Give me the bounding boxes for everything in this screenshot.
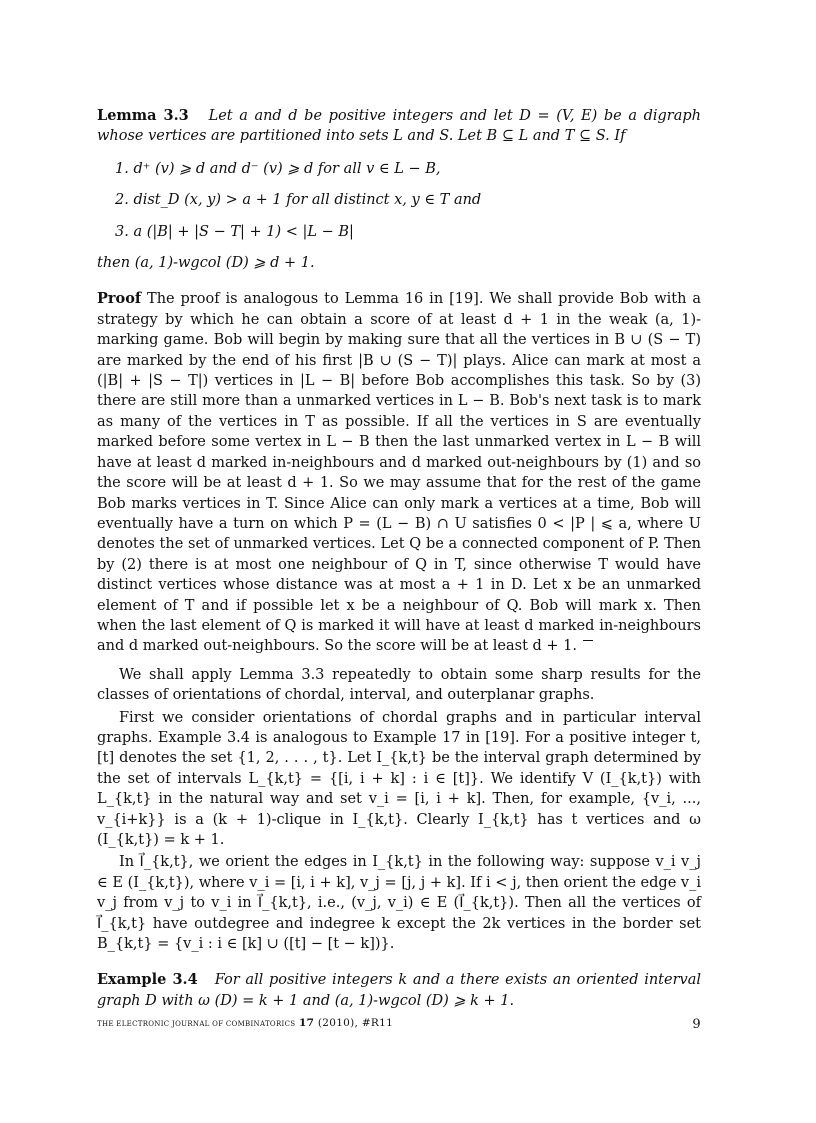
proof-paragraph: [97, 289, 701, 656]
proof-heading: Proof: [97, 290, 142, 308]
footer-volume: 17: [298, 1017, 315, 1029]
footer-journal: the electronic journal of combinatorics: [97, 1017, 296, 1029]
example-paragraph: [97, 970, 701, 1011]
lemma-condition-2: 2. dist_D (x, y) > a + 1 for all distinct x, y ∈ T and: [115, 192, 482, 209]
lemma-statement: Let a and d be positive integers and let D = (V, E) be a digraph whose vertices are partitioned into sets L and S. Let B ⊆ L and T ⊆ S. If: [97, 108, 701, 145]
proof-text: The proof is analogous to Lemma 16 in [19]. We shall provide Bob with a strategy by which he can obtain a score of at least d + 1 in the weak (a, 1)-marking game. Bob will begin by making sure that all the vertices in B ∪ (S − T) are marked by the end of his first |B ∪ (S − T)| plays. Alice can mark at most a (|B| + |S − T|) vertices in |L − B| before Bob accomplishes this task. So by (3) there are still more than a unmarked vertices in L − B. Bob's next task is to mark as many of the vertices in T as possible. If all the vertices in S are eventually marked before some vertex in L − B then the last unmarked vertex in L − B will have at least d marked in-neighbours and d marked out-neighbours by (1) and so the score will be at least d + 1. So we may assume that for the rest of the game Bob marks vertices in T. Since Alice can only mark a vertices at a time, Bob will eventually have a turn on which P = (L − B) ∩ U satisfies 0 < |P | ⩽ a, where U denotes the set of unmarked vertices. Let Q be a connected component of P. Then by (2) there is at most one neighbour of Q in T, since otherwise T would have distinct vertices whose distance was at most a + 1 in D. Let x be an unmarked element of T and if possible let x be a neighbour of Q. Bob will mark x. Then when the last element of Q is marked it will have at least d marked in-neighbours and d marked out-neighbours. So the score will be at least d + 1.: [97, 291, 701, 655]
lemma-heading: Lemma 3.3: [97, 107, 189, 124]
lemma-conclusion: then (a, 1)-wgcol (D) ⩾ d + 1.: [97, 255, 315, 272]
example-statement: For all positive integers k and a there exists an oriented interval graph D with ω (D) = k + 1 and (a, 1)-wgcol (D) ⩾ k + 1.: [97, 972, 701, 1009]
qed-symbol: [583, 640, 593, 641]
page-content: [97, 100, 701, 1011]
page-number: 9: [692, 1017, 701, 1032]
proof-block: [97, 289, 701, 656]
example-heading: Example 3.4: [97, 971, 198, 989]
page-footer: [97, 1017, 701, 1032]
footer-year-issue: (2010), #R11: [317, 1017, 394, 1029]
lemma-statement-paragraph: [97, 106, 701, 147]
footer-citation: [97, 1017, 393, 1032]
lemma-condition-3: 3. a (|B| + |S − T| + 1) < |L − B|: [115, 223, 354, 240]
lemma-condition-1: 1. d⁺ (v) ⩾ d and d⁻ (v) ⩾ d for all v ∈ L − B,: [115, 160, 441, 177]
example-block: [97, 970, 701, 1011]
lemma-block: [97, 106, 701, 273]
body-paragraph-3: In I⃗_{k,t}, we orient the edges in I_{k,t} in the following way: suppose v_i v_j ∈ E (I_{k,t}), where v_i = [i, i + k], v_j = [j, j + k]. If i < j, then orient the edge v_i v_j from v_j to v_i in I⃗_{k,t}, i.e., (v_j, v_i) ∈ E (I⃗_{k,t}). Then all the vertices of I⃗_{k,t} have outdegree and indegree k except the 2k vertices in the border set B_{k,t} = {v_i : i ∈ [k] ∪ ([t] − [t − k])}.: [97, 854, 701, 953]
lemma-conditions: [115, 159, 701, 242]
body-paragraph-1: We shall apply Lemma 3.3 repeatedly to obtain some sharp results for the classes of orientations of chordal, interval, and outerplanar graphs.: [97, 666, 701, 704]
body-paragraph-2: First we consider orientations of chordal graphs and in particular interval graphs. Example 3.4 is analogous to Example 17 in [19]. For a positive integer t, [t] denotes the set {1, 2, . . . , t}. Let I_{k,t} be the interval graph determined by the set of intervals L_{k,t} = {[i, i + k] : i ∈ [t]}. We identify V (I_{k,t}) with L_{k,t} in the natural way and set v_i = [i, i + k]. Then, for example, {v_i, ..., v_{i+k}} is a (k + 1)-clique in I_{k,t}. Clearly I_{k,t} has t vertices and ω (I_{k,t}) = k + 1.: [97, 709, 701, 848]
